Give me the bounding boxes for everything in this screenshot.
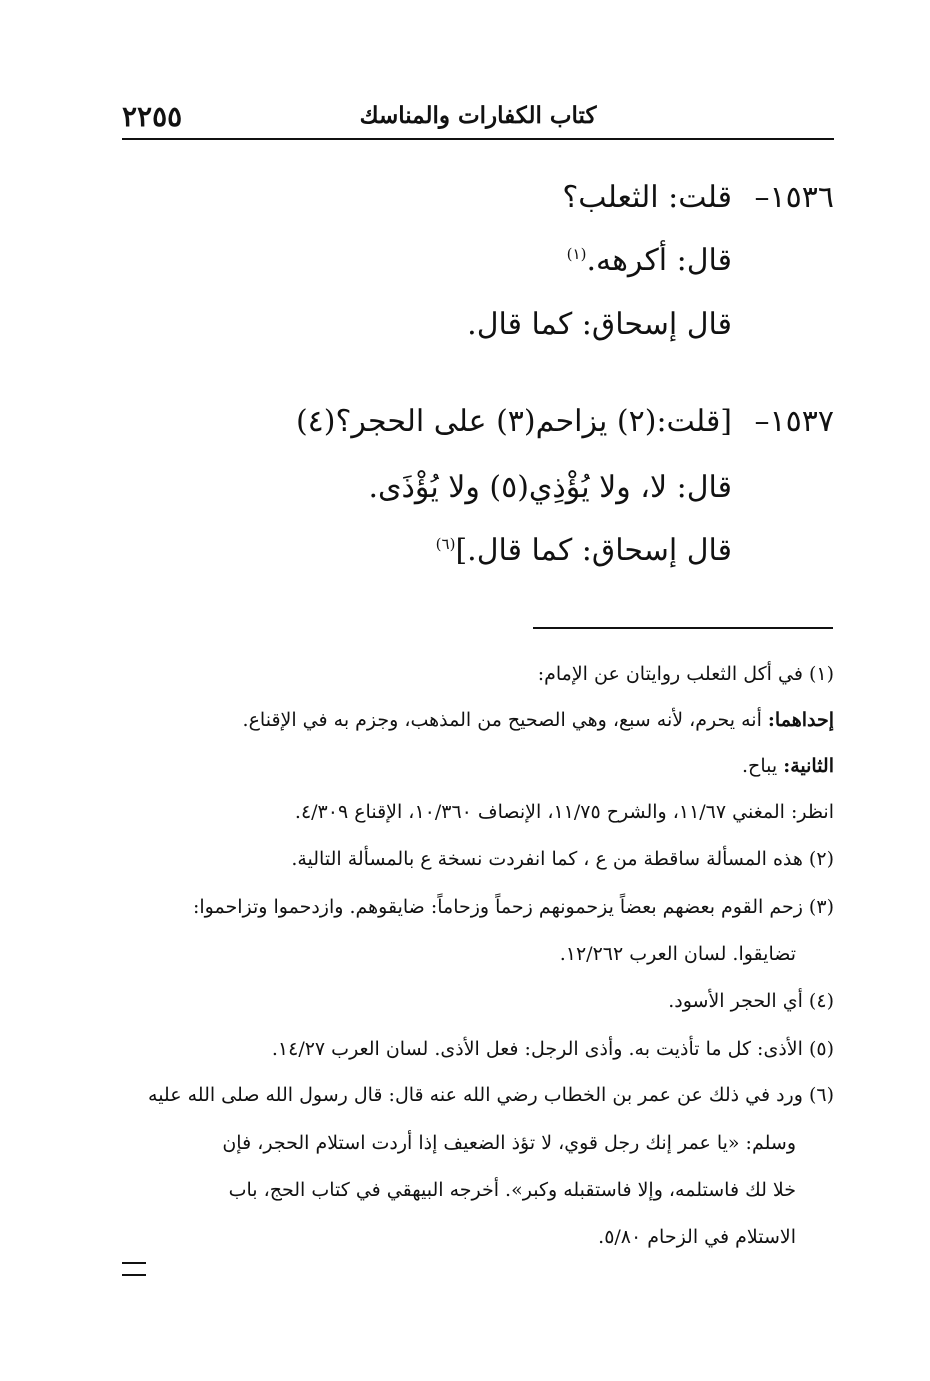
footnote-4: (٤) أي الحجر الأسود.	[668, 990, 834, 1012]
footnote-1-second: الثانية: يباح.	[742, 755, 834, 777]
page-number: ٢٢٥٥	[122, 100, 183, 133]
footnote-marker: (٦)	[435, 535, 456, 553]
footnote-2: (٢) هذه المسألة ساقطة من ع ، كما انفردت نسخة ع بالمسألة التالية.	[291, 848, 834, 870]
entry-question: قلت: الثعلب؟	[562, 180, 732, 215]
footnote-6: (٦) ورد في ذلك عن عمر بن الخطاب رضي الله عنه قال: قال رسول الله صلى الله عليه	[148, 1084, 834, 1106]
entry-ishaq: قال إسحاق: كما قال.]$^{(٦)}$	[435, 533, 732, 568]
footnote-marker: (١)	[566, 245, 587, 263]
entry-number: ١٥٣٦–	[754, 180, 834, 215]
footnote-5: (٥) الأذى: كل ما تأذيت به. وأذى الرجل: فعل الأذى. لسان العرب ١٤/٢٧.	[271, 1038, 834, 1060]
continuation-mark	[122, 1262, 146, 1276]
footnote-6-cont-3: الاستلام في الزحام ٥/٨٠.	[598, 1226, 796, 1248]
entry-answer: قال: أكرهه.$^{(١)}$	[566, 243, 732, 278]
running-header	[122, 100, 834, 140]
entry-answer: قال: لا، ولا يُؤْذِي(٥) ولا يُؤْذَى.	[368, 470, 732, 505]
footnote-6-cont-1: وسلم: «يا عمر إنك رجل قوي، لا تؤذ الضعيف إذا أردت استلام الحجر، فإن	[222, 1132, 796, 1154]
footnote-3-cont: تضايقوا. لسان العرب ١٢/٢٦٢.	[559, 943, 796, 965]
footnote-1-refs: انظر: المغني ١١/٦٧، والشرح ١١/٧٥، الإنصاف ١٠/٣٦٠، الإقناع ٤/٣٠٩.	[294, 801, 834, 823]
header-rule	[122, 138, 834, 140]
entry-number: ١٥٣٧–	[754, 404, 834, 439]
footnote-6-cont-2: خلا لك فاستلمه، وإلا فاستقبله وكبر». أخرجه البيهقي في كتاب الحج، باب	[228, 1179, 796, 1201]
entry-ishaq: قال إسحاق: كما قال.	[467, 307, 732, 342]
footnote-3: (٣) زحم القوم بعضهم بعضاً يزحمونهم زحماً وزحاماً: ضايقوهم. وازدحموا وتزاحموا:	[193, 896, 834, 918]
footnote-1-first: إحداهما: أنه يحرم، لأنه سبع، وهي الصحيح من المذهب، وجزم به في الإقناع.	[242, 709, 834, 731]
running-title: كتاب الكفارات والمناسك	[359, 102, 597, 129]
footnote-separator	[533, 627, 833, 629]
footnote-1-intro: (١) في أكل الثعلب روايتان عن الإمام:	[537, 663, 834, 685]
entry-question: [قلت:(٢) يزاحم(٣) على الحجر؟(٤)	[295, 404, 732, 439]
